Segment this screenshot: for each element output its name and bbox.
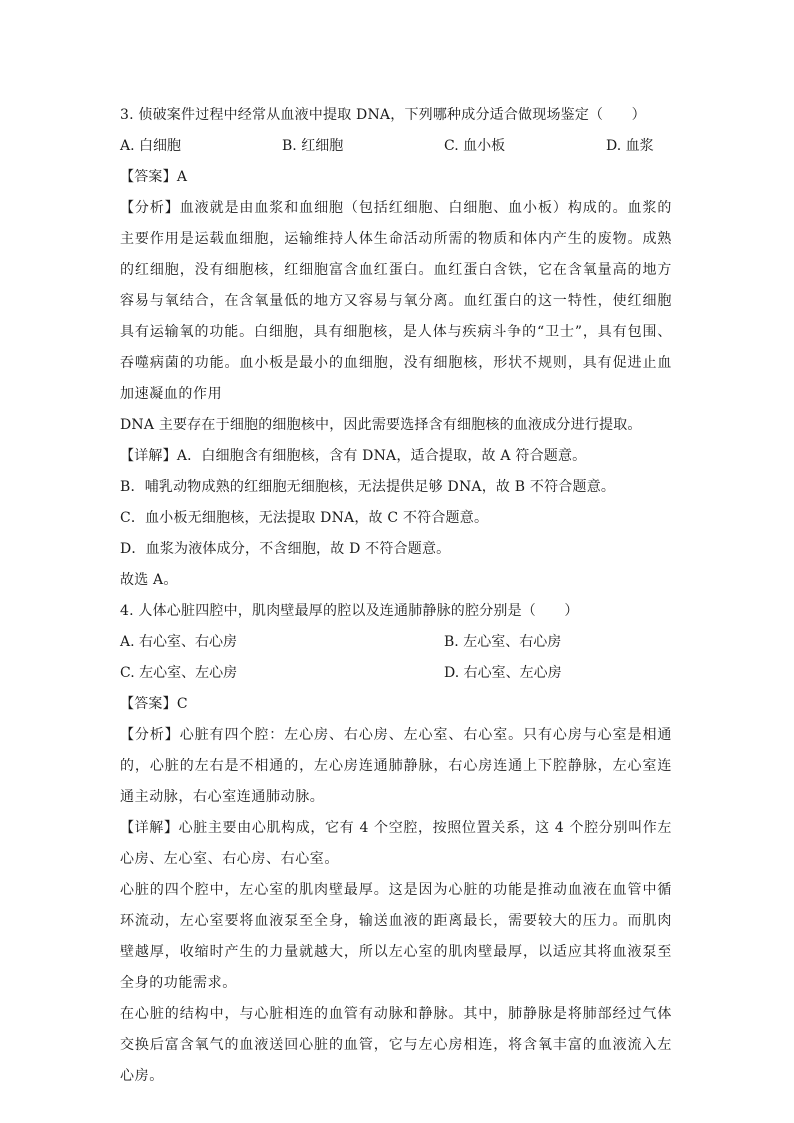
analysis-text: 血液就是由血浆和血细胞（包括红细胞、白细胞、血小板）构成的。血浆的主要作用是运载血细胞，运输维持人体生命活动所需的物质和体内产生的废物。成熟的红细胞，没有细胞核，红细胞富含血红蛋白。血红蛋白含铁，它在含氧量高的地方容易与氧结合，在含氧量低的地方又容易与氧分离。血红蛋白的这一特性，使红细胞具有运输氧的功能。白细胞，具有细胞核，是人体与疾病斗争的“卫士”，具有包围、吞噬病菌的功能。血小板是最小的血细胞，没有细胞核，形状不规则，具有促进止血加速凝血的作用 [120,200,672,402]
detail-tag: 【详解】 [120,448,177,464]
analysis-tag: 【分析】 [120,727,180,743]
question-3-options [120,131,672,162]
detail-text: 心脏主要由心肌构成，它有 4 个空腔，按照位置关系，这 4 个腔分别叫作左心房、左心室、右心房、右心室。 [120,820,672,867]
question-3-stem: 3. 侦破案件过程中经常从血液中提取 DNA，下列哪种成分适合做现场鉴定（ ） [120,107,646,123]
question-3-answer [120,162,672,193]
answer-tag: 【答案】 [120,696,177,712]
question-3-detail-d: D．血浆为液体成分，不含细胞，故 D 不符合题意。 [120,541,451,557]
question-4-paragraph-2: 心脏的四个腔中，左心室的肌肉壁最厚。这是因为心脏的功能是推动血液在血管中循环流动，左心室要将血液泵至全身，输送血液的距离最长，需要较大的压力。而肌肉壁越厚，收缩时产生的力量就越大，所以左心室的肌肉壁最厚，以适应其将血液泵至全身的功能需求。 [120,882,672,991]
option-d: D. 右心室、左心房 [444,665,562,681]
question-3-detail-c: C．血小板无细胞核，无法提取 DNA，故 C 不符合题意。 [120,510,489,526]
question-3-detail-b: B．哺乳动物成熟的红细胞无细胞核，无法提供足够 DNA，故 B 不符合题意。 [120,479,616,495]
question-4-detail [120,813,672,875]
analysis-text: 心脏有四个腔：左心房、右心房、左心室、右心室。只有心房与心室是相通的，心脏的左右是不相通的，左心房连通肺静脉，右心房连通上下腔静脉，左心室连通主动脉，右心室连通肺动脉。 [120,727,672,805]
question-3-conclusion: 故选 A。 [120,572,178,588]
option-a: A. 白细胞 [120,138,182,154]
document-page [120,100,672,1092]
answer-tag: 【答案】 [120,169,177,185]
question-3-analysis [120,193,672,410]
option-c: C. 血小板 [444,138,506,154]
question-4-stem: 4. 人体心脏四腔中，肌肉壁最厚的腔以及连通肺静脉的腔分别是（ ） [120,603,579,619]
question-4-paragraph-3: 在心脏的结构中，与心脏相连的血管有动脉和静脉。其中，肺静脉是将肺部经过气体交换后富含氧气的血液送回心脏的血管，它与左心房相连，将含氧丰富的血液流入左心房。 [120,1006,672,1084]
option-a: A. 右心室、右心房 [120,634,238,650]
answer-value: C [176,696,188,712]
question-3-analysis-dna: DNA 主要存在于细胞的细胞核中，因此需要选择含有细胞核的血液成分进行提取。 [120,417,642,433]
question-4-options-row-1 [120,627,672,658]
question-4-answer [120,689,672,720]
answer-value: A [176,169,188,185]
question-4-options-row-2 [120,658,672,689]
option-c: C. 左心室、左心房 [120,665,238,681]
option-b: B. 左心室、右心房 [444,634,562,650]
option-b: B. 红细胞 [282,138,344,154]
option-d: D. 血浆 [606,138,654,154]
analysis-tag: 【分析】 [120,200,180,216]
question-4-analysis [120,720,672,813]
detail-tag: 【详解】 [120,820,179,836]
detail-a-text: A．白细胞含有细胞核，含有 DNA，适合提取，故 A 符合题意。 [176,448,587,464]
question-3-detail-a [120,441,672,472]
